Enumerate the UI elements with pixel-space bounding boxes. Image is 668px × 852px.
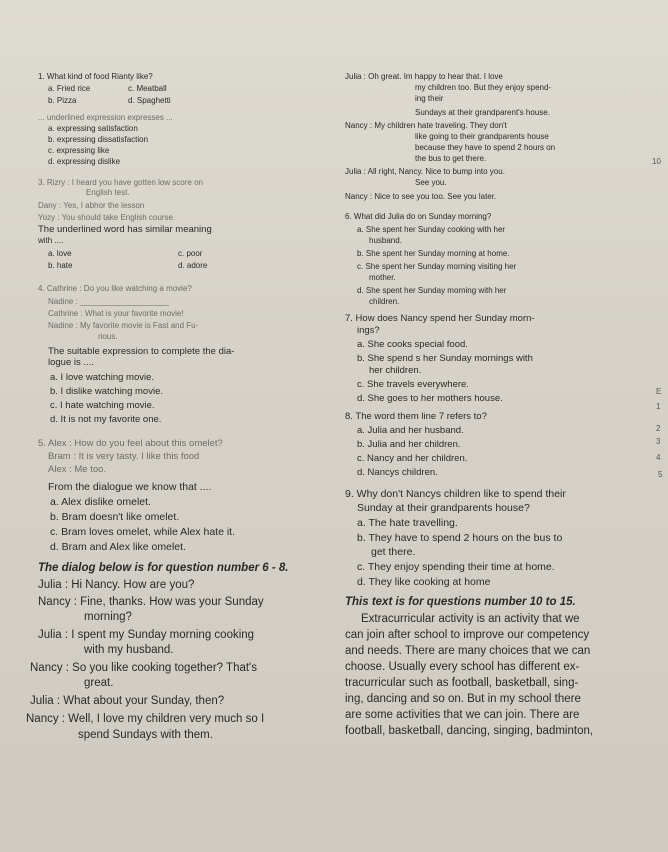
edge-mark: 2: [656, 424, 661, 433]
right-text-line: husband.: [369, 236, 402, 245]
left-text-line: From the dialogue we know that ....: [48, 481, 212, 493]
left-text-line: c. Bram loves omelet, while Alex hate it.: [50, 526, 235, 538]
left-text-line: great.: [84, 677, 114, 689]
right-text-line: d. They like cooking at home: [357, 576, 491, 588]
right-text-line: This text is for questions number 10 to 15.: [345, 596, 576, 608]
left-text-line: a. love: [48, 249, 72, 258]
left-text-line: Nadine : ____________________: [48, 297, 170, 306]
edge-mark: 1: [656, 402, 661, 411]
left-text-line: c. poor: [178, 249, 203, 258]
right-text-line: children.: [369, 297, 400, 306]
left-text-line: c. expressing like: [48, 146, 110, 155]
right-text-line: Nancy : My children hate traveling. They don't: [345, 121, 507, 130]
left-text-line: d. Spaghetti: [128, 96, 171, 105]
right-text-line: 8. The word them line 7 refers to?: [345, 411, 487, 422]
right-text-line: Extracurricular activity is an activity that we: [361, 613, 580, 625]
right-text-line: because they have to spend 2 hours on: [415, 143, 556, 152]
right-text-line: c. She spent her Sunday morning visiting her: [357, 262, 517, 271]
left-text-line: The dialog below is for question number 6 - 8.: [38, 562, 289, 574]
left-text-line: morning?: [84, 611, 132, 623]
left-text-line: c. Meatball: [128, 84, 167, 93]
left-text-line: Julia : I spent my Sunday morning cooking: [38, 629, 255, 641]
left-text-line: Nadine : My favorite movie is Fast and Fu-: [48, 321, 199, 330]
right-text-line: Sunday at their grandparents house?: [357, 502, 530, 514]
right-text-line: d. She goes to her mothers house.: [357, 393, 503, 404]
left-text-line: with ....: [38, 236, 64, 245]
left-text-line: 4. Cathrine : Do you like watching a movie?: [38, 284, 192, 293]
right-text-line: b. Julia and her children.: [357, 439, 461, 450]
right-text-line: 7. How does Nancy spend her Sunday morn-: [345, 313, 535, 324]
left-text-line: Alex : Me too.: [48, 464, 107, 475]
right-text-line: a. She cooks special food.: [357, 339, 468, 350]
right-text-line: b. She spend s her Sunday mornings with: [357, 353, 533, 364]
left-text-line: 3. Rizry : I heard you have gotten low score on: [38, 178, 203, 187]
right-text-line: See you.: [415, 178, 447, 187]
right-text-line: choose. Usually every school has different ex-: [345, 661, 580, 673]
right-text-line: c. They enjoy spending their time at home.: [357, 561, 555, 573]
right-text-line: are some activities that we can join. There are: [345, 709, 580, 721]
left-text-line: Nancy : So you like cooking together? That's: [30, 662, 258, 674]
left-text-line: Bram : It is very tasty. I like this food: [48, 451, 200, 462]
right-text-line: ings?: [357, 325, 380, 336]
right-text-line: a. The hate travelling.: [357, 517, 458, 529]
left-text-line: a. Fried rice: [48, 84, 91, 93]
edge-mark: E: [656, 387, 662, 396]
left-text-line: d. Bram and Alex like omelet.: [50, 541, 186, 553]
right-text-line: c. She travels everywhere.: [357, 379, 469, 390]
left-text-line: with my husband.: [84, 644, 174, 656]
edge-mark: 10: [652, 157, 661, 166]
left-text-line: b. expressing dissatisfaction: [48, 135, 149, 144]
left-text-line: b. hate: [48, 261, 73, 270]
left-text-line: logue is ....: [48, 357, 94, 368]
right-text-line: get there.: [371, 546, 416, 558]
left-text-line: a. I love watching movie.: [50, 372, 155, 383]
right-text-line: tracurricular such as football, basketball, sing-: [345, 677, 579, 689]
left-text-line: c. I hate watching movie.: [50, 400, 155, 411]
left-text-line: d. adore: [178, 261, 208, 270]
right-text-line: my children too. But they enjoy spend-: [415, 83, 552, 92]
left-text-line: Cathrine : What is your favorite movie!: [48, 309, 184, 318]
right-text-line: 6. What did Julia do on Sunday morning?: [345, 212, 492, 221]
right-text-line: Julia : Oh great. Im happy to hear that. I love: [345, 72, 503, 81]
left-text-line: a. Alex dislike omelet.: [50, 496, 151, 508]
left-text-line: b. I dislike watching movie.: [50, 386, 163, 397]
left-text-line: 1. What kind of food Rianty like?: [38, 72, 153, 81]
left-text-line: rious.: [98, 332, 118, 341]
right-text-line: 9. Why don't Nancys children like to spend their: [345, 488, 566, 500]
right-text-line: Sundays at their grandparent's house.: [415, 108, 550, 117]
left-text-line: b. Pizza: [48, 96, 77, 105]
left-text-line: a. expressing satisfaction: [48, 124, 138, 133]
right-text-line: b. She spent her Sunday morning at home.: [357, 249, 510, 258]
right-text-line: like going to their grandparents house: [415, 132, 549, 141]
left-text-line: Nancy : Fine, thanks. How was your Sunday: [38, 596, 264, 608]
left-text-line: Nancy : Well, I love my children very much so I: [26, 713, 265, 725]
right-text-line: ing, dancing and so on. But in my school there: [345, 693, 581, 705]
edge-mark: 5: [658, 470, 663, 479]
right-text-line: football, basketball, dancing, singing, badminton,: [345, 725, 594, 737]
right-text-line: can join after school to improve our competency: [345, 629, 590, 641]
right-text-line: d. Nancys children.: [357, 467, 438, 478]
right-text-line: Julia : All right, Nancy. Nice to bump into you.: [345, 167, 505, 176]
left-text-line: ... underlined expression expresses ...: [38, 113, 173, 122]
edge-mark: 4: [656, 453, 661, 462]
edge-mark: 3: [656, 437, 661, 446]
left-text-line: spend Sundays with them.: [78, 729, 213, 741]
left-text-line: Dany : Yes, I abhor the lesson: [38, 201, 145, 210]
right-text-line: d. She spent her Sunday morning with her: [357, 286, 507, 295]
right-text-line: a. She spent her Sunday cooking with her: [357, 225, 506, 234]
left-text-line: d. It is not my favorite one.: [50, 414, 162, 425]
right-text-line: a. Julia and her husband.: [357, 425, 464, 436]
right-text-line: Nancy : Nice to see you too. See you later.: [345, 192, 497, 201]
right-text-line: and needs. There are many choices that we can: [345, 645, 591, 657]
left-text-line: Julia : What about your Sunday, then?: [30, 695, 225, 707]
left-text-line: b. Bram doesn't like omelet.: [50, 511, 180, 523]
left-text-line: The suitable expression to complete the dia-: [48, 346, 235, 357]
right-text-line: mother.: [369, 273, 396, 282]
left-text-line: d. expressing dislike: [48, 157, 121, 166]
left-text-line: Yozy : You should take English course.: [38, 213, 176, 222]
right-text-line: the bus to get there.: [415, 154, 487, 163]
left-text-line: Julia : Hi Nancy. How are you?: [38, 579, 195, 591]
left-text-line: The underlined word has similar meaning: [38, 224, 212, 235]
right-text-line: ing their: [415, 94, 444, 103]
left-text-line: 5. Alex : How do you feel about this omelet?: [38, 438, 223, 449]
left-text-line: English test.: [86, 188, 130, 197]
right-text-line: her children.: [369, 365, 422, 376]
right-text-line: b. They have to spend 2 hours on the bus to: [357, 532, 563, 544]
right-text-line: c. Nancy and her children.: [357, 453, 468, 464]
